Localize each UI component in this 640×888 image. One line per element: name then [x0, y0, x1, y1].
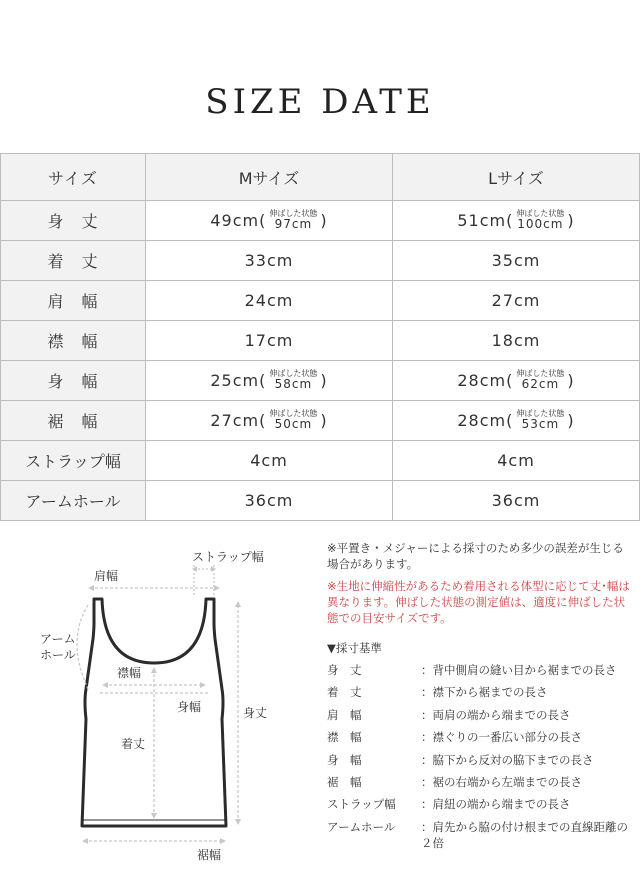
page-title: SIZE DATE — [205, 82, 435, 122]
definition-desc: ：肩紐の端から端までの長さ — [421, 797, 571, 812]
row-label: 身 幅 — [1, 361, 146, 401]
stretch-note: 伸ばした状態 — [516, 409, 565, 418]
table-row — [1, 321, 640, 361]
m-value: 49cm — [210, 210, 260, 230]
note-2: ※生地に伸縮性があるため着用される体型に応じて丈･幅は異なります。伸ばした状態の測定値は、適度に伸ばした状態での目安サイズです。 — [327, 579, 630, 625]
m-value: 27cm — [210, 410, 260, 430]
header-size: サイズ — [1, 154, 146, 201]
l-cell: 28cm ( 伸ばした状態 62cm ) — [393, 361, 640, 401]
table-row — [1, 361, 640, 401]
shoulder-width-label: 肩幅 — [94, 569, 119, 583]
m-value: 17cm — [244, 331, 294, 350]
m-value: 33cm — [244, 251, 294, 270]
definition-term: 身 幅 — [327, 752, 362, 767]
m-value: 25cm — [210, 370, 260, 390]
stretch-note: 伸ばした状態 — [269, 209, 318, 218]
row-label: 裾 幅 — [1, 401, 146, 441]
body-width-label: 身幅 — [177, 700, 202, 714]
m-cell: 25cm ( 伸ばした状態 58cm ) — [146, 361, 393, 401]
l-cell — [393, 321, 640, 361]
m-cell — [146, 281, 393, 321]
definition-desc: ：肩先から脇の付け根までの直線距離の２倍 — [421, 819, 628, 850]
row-label: 肩 幅 — [1, 281, 146, 321]
l-cell — [393, 241, 640, 281]
m-value: 4cm — [250, 451, 288, 470]
stretch-value: 53cm — [521, 417, 560, 432]
definition-term: アームホール — [327, 819, 396, 834]
l-cell: 51cm ( 伸ばした状態 100cm ) — [393, 201, 640, 241]
table-row — [1, 241, 640, 281]
l-value: 28cm — [457, 370, 507, 390]
l-value: 4cm — [497, 451, 535, 470]
stretch-value: 58cm — [274, 377, 313, 392]
l-value: 51cm — [457, 210, 507, 230]
l-value: 36cm — [491, 491, 541, 510]
row-label: 身 丈 — [1, 201, 146, 241]
hem-width-label: 裾幅 — [197, 848, 222, 862]
m-cell — [146, 321, 393, 361]
definition-desc: ：両肩の端から端までの長さ — [421, 707, 571, 722]
definition-term: 裾 幅 — [327, 774, 362, 789]
stretch-value: 50cm — [274, 417, 313, 432]
stretch-note: 伸ばした状態 — [516, 369, 565, 378]
m-cell: 27cm ( 伸ばした状態 50cm ) — [146, 401, 393, 441]
header-m: Mサイズ — [146, 154, 393, 201]
l-value: 27cm — [491, 291, 541, 310]
armhole-label-1: アーム — [40, 632, 76, 646]
stretch-value: 97cm — [274, 217, 313, 232]
table-row — [1, 481, 640, 521]
definition-term: 身 丈 — [327, 663, 362, 677]
l-cell: 28cm ( 伸ばした状態 53cm ) — [393, 401, 640, 441]
m-cell: 49cm ( 伸ばした状態 97cm ) — [146, 201, 393, 241]
list-item — [327, 684, 637, 706]
definition-term: ストラップ幅 — [327, 797, 396, 812]
m-cell — [146, 481, 393, 521]
list-item — [327, 819, 637, 855]
measurement-definitions — [327, 640, 637, 855]
definition-desc: ：襟ぐりの一番広い部分の長さ — [421, 730, 582, 745]
table-row — [1, 281, 640, 321]
m-cell — [146, 441, 393, 481]
l-value: 28cm — [457, 410, 507, 430]
garment-length-label: 着丈 — [121, 737, 146, 751]
stretch-note: 伸ばした状態 — [269, 369, 318, 378]
stretch-value: 62cm — [521, 377, 560, 392]
collar-width-label: 襟幅 — [117, 666, 142, 680]
definitions-heading: ▼採寸基準 — [327, 641, 382, 655]
row-label: 襟 幅 — [1, 321, 146, 361]
l-cell — [393, 281, 640, 321]
strap-width-label: ストラップ幅 — [192, 550, 264, 564]
l-value: 35cm — [491, 251, 541, 270]
row-label: アームホール — [1, 481, 146, 521]
table-row — [1, 401, 640, 441]
definition-desc: ：背中側肩の縫い目から裾までの長さ — [421, 663, 617, 677]
l-cell — [393, 441, 640, 481]
definition-desc: ：脇下から反対の脇下までの長さ — [421, 752, 594, 767]
notes-block — [327, 540, 633, 626]
stretch-note: 伸ばした状態 — [516, 209, 565, 218]
m-cell — [146, 241, 393, 281]
stretch-value: 100cm — [517, 217, 564, 232]
table-row — [1, 441, 640, 481]
definition-term: 肩 幅 — [327, 707, 362, 722]
m-value: 24cm — [244, 291, 294, 310]
table-header-row — [1, 154, 640, 201]
row-label: ストラップ幅 — [1, 441, 146, 481]
tank-top-diagram — [0, 521, 320, 888]
armhole-label-2: ホール — [40, 648, 76, 662]
l-value: 18cm — [491, 331, 541, 350]
list-item — [327, 774, 637, 796]
table-row — [1, 201, 640, 241]
list-item — [327, 752, 637, 774]
note-1: ※平置き・メジャーによる採寸のため多少の誤差が生じる場合があります。 — [327, 541, 624, 571]
list-item — [327, 796, 637, 818]
list-item — [327, 729, 637, 751]
l-cell — [393, 481, 640, 521]
definition-term: 着 丈 — [327, 685, 362, 700]
size-table — [0, 153, 640, 521]
row-label: 着 丈 — [1, 241, 146, 281]
list-item — [327, 707, 637, 729]
stretch-note: 伸ばした状態 — [269, 409, 318, 418]
body-length-label: 身丈 — [243, 706, 268, 720]
definition-desc: ：裾の右端から左端までの長さ — [421, 774, 582, 789]
header-l: Lサイズ — [393, 154, 640, 201]
definition-term: 襟 幅 — [327, 730, 362, 745]
definition-desc: ：襟下から裾までの長さ — [421, 685, 548, 700]
m-value: 36cm — [244, 491, 294, 510]
list-item — [327, 662, 637, 684]
